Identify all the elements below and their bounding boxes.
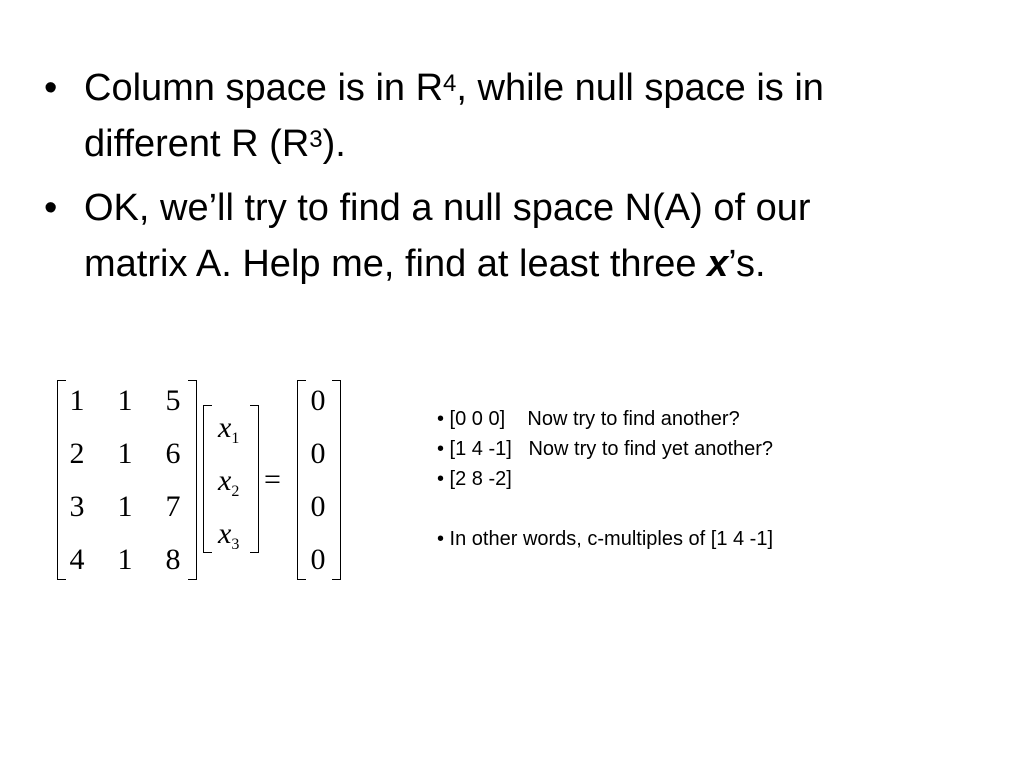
- superscript: 4: [443, 70, 457, 97]
- variable: x: [218, 464, 232, 497]
- subscript: 2: [231, 483, 240, 500]
- side-note: • [2 8 -2]: [437, 468, 512, 490]
- text: different R (R: [84, 123, 310, 165]
- text: ’s.: [728, 243, 766, 285]
- bullet-null-space: [44, 180, 1004, 292]
- matrix-a-entry: 4: [69, 543, 85, 576]
- vector-x-entry: [218, 466, 239, 501]
- bullet-line-2: [84, 236, 1004, 292]
- matrix-a-entry: 1: [117, 437, 133, 470]
- matrix-a-entry: 6: [165, 437, 181, 470]
- matrix-a-entry: 5: [165, 384, 181, 417]
- matrix-a-entry: 7: [165, 490, 181, 523]
- bullet-marker: •: [44, 187, 58, 229]
- vector-x-left-bracket: [203, 405, 212, 553]
- variable: x: [218, 411, 232, 444]
- matrix-a-entry: 8: [165, 543, 181, 576]
- vector-x-entry: [218, 519, 239, 554]
- side-note: • [1 4 -1] Now try to find yet another?: [437, 438, 774, 460]
- matrix-a-entry: 1: [117, 384, 133, 417]
- side-note: • In other words, c-multiples of [1 4 -1]: [437, 528, 774, 550]
- vector-x-entry: [218, 413, 239, 448]
- text: matrix A. Help me, find at least three: [84, 243, 708, 285]
- bold-x: x: [707, 243, 729, 285]
- bullet-line-2: [84, 116, 1004, 172]
- side-note-spacer: [437, 494, 773, 524]
- bullet-marker: •: [44, 67, 58, 109]
- bullet-column-space: [44, 60, 1004, 172]
- text: Column space is in R: [84, 67, 444, 109]
- vector-zero-entry: 0: [310, 490, 326, 523]
- vector-zero-entry: 0: [310, 384, 326, 417]
- side-note: • [0 0 0] Now try to find another?: [437, 408, 740, 430]
- subscript: 3: [231, 536, 240, 553]
- vector-zero-entry: 0: [310, 543, 326, 576]
- matrix-a-entry: 1: [117, 543, 133, 576]
- variable: x: [218, 517, 232, 550]
- side-notes: [437, 404, 773, 554]
- matrix-a-right-bracket: [188, 380, 197, 580]
- vector-x-right-bracket: [250, 405, 259, 553]
- bullet-line-1: [84, 60, 1004, 116]
- matrix-a-entry: 2: [69, 437, 85, 470]
- matrix-a-entry: 1: [117, 490, 133, 523]
- vector-zero-entry: 0: [310, 437, 326, 470]
- superscript: 3: [309, 126, 323, 153]
- vector-zero-right-bracket: [332, 380, 341, 580]
- text: , while null space is in: [456, 67, 824, 109]
- matrix-a-entry: 1: [69, 384, 85, 417]
- text: ).: [322, 123, 346, 165]
- equals-sign: =: [264, 463, 281, 496]
- matrix-a-entry: 3: [69, 490, 85, 523]
- bullet-line-1: OK, we’ll try to find a null space N(A) of our: [84, 187, 811, 229]
- subscript: 1: [231, 430, 240, 447]
